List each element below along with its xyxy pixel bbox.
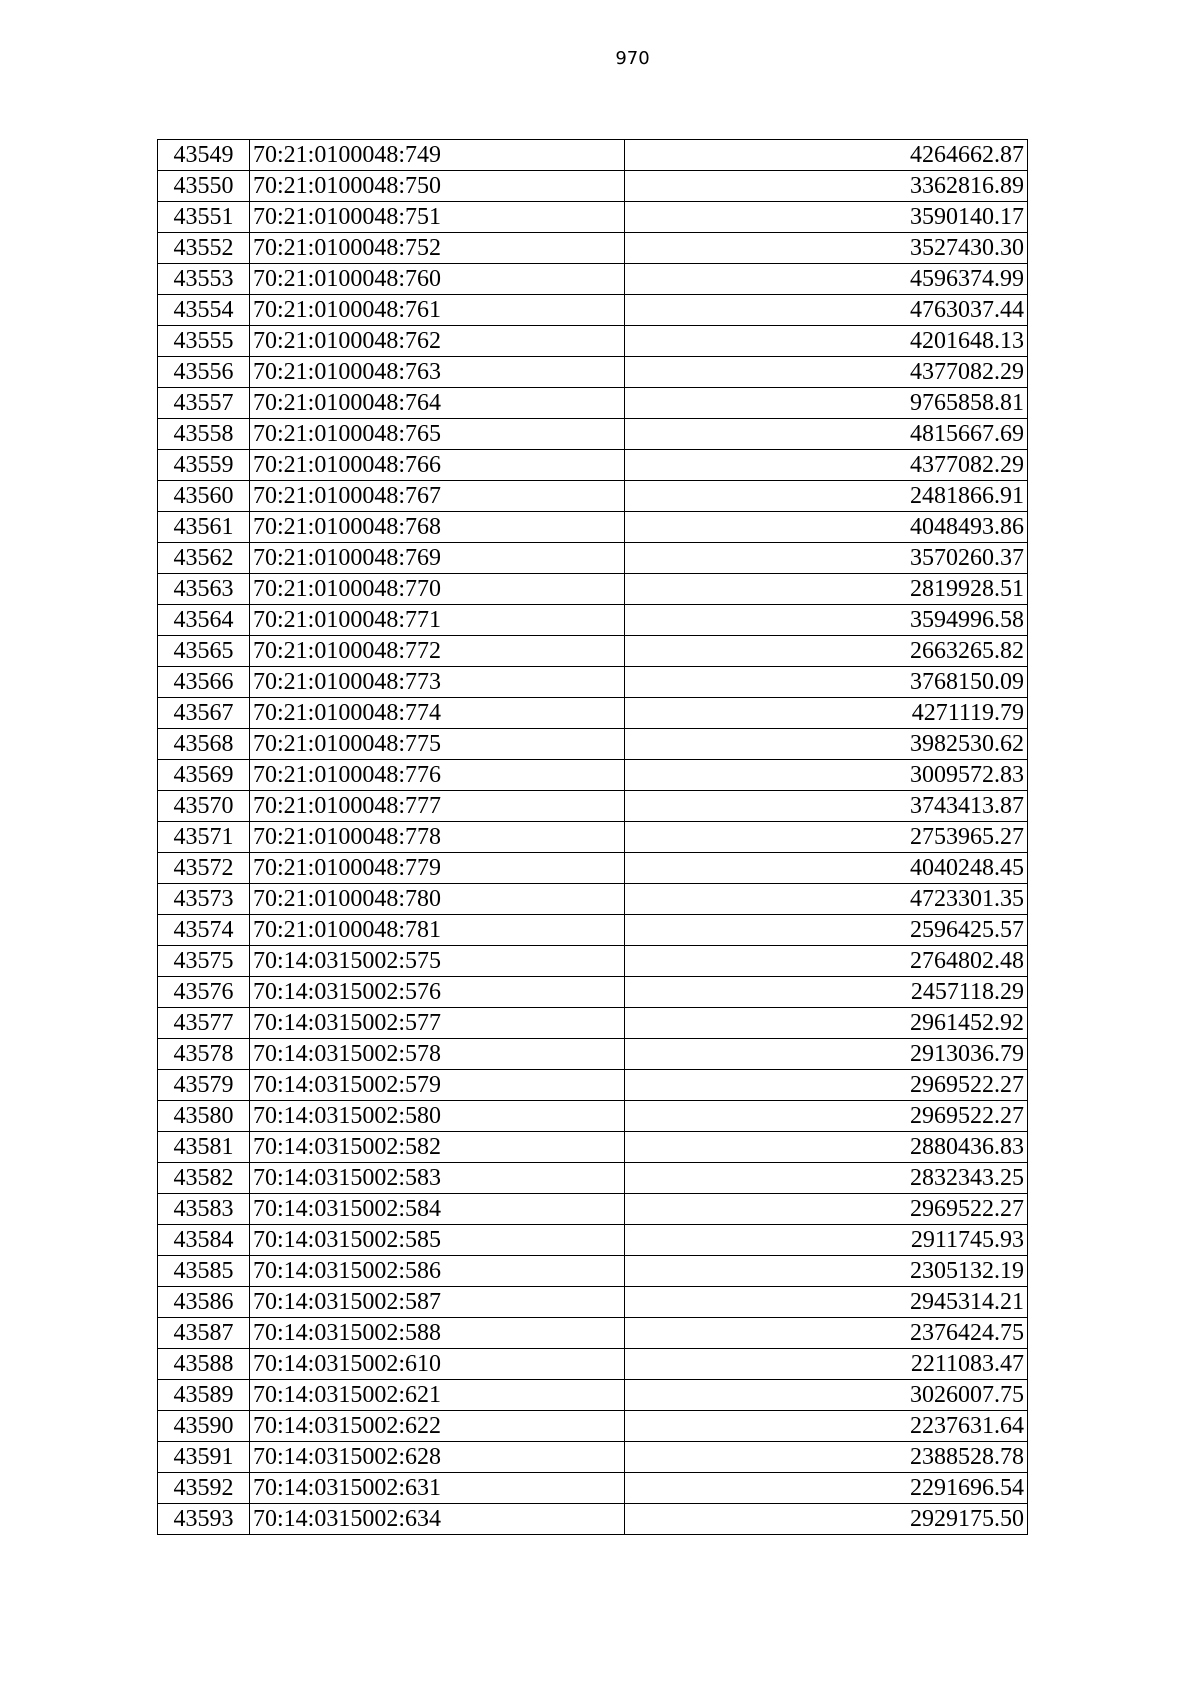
table-body [158, 140, 1028, 1535]
cadastral-number-cell: 70:14:0315002:610 [250, 1349, 625, 1380]
cadastral-value-cell: 2911745.93 [625, 1225, 1028, 1256]
cadastral-number-cell: 70:21:0100048:764 [250, 388, 625, 419]
cadastral-number-cell: 70:14:0315002:587 [250, 1287, 625, 1318]
cadastral-number-cell: 70:14:0315002:584 [250, 1194, 625, 1225]
cadastral-value-cell: 4377082.29 [625, 450, 1028, 481]
cadastral-value-cell: 3527430.30 [625, 233, 1028, 264]
cadastral-value-cell: 2457118.29 [625, 977, 1028, 1008]
row-number-cell: 43574 [158, 915, 250, 946]
cadastral-value-cell: 9765858.81 [625, 388, 1028, 419]
table-row [158, 357, 1028, 388]
cadastral-number-cell: 70:21:0100048:771 [250, 605, 625, 636]
row-number-cell: 43577 [158, 1008, 250, 1039]
cadastral-number-cell: 70:21:0100048:749 [250, 140, 625, 171]
table-row [158, 1101, 1028, 1132]
cadastral-value-cell: 2832343.25 [625, 1163, 1028, 1194]
table-row [158, 884, 1028, 915]
cadastral-value-cell: 2945314.21 [625, 1287, 1028, 1318]
cadastral-number-cell: 70:21:0100048:769 [250, 543, 625, 574]
row-number-cell: 43587 [158, 1318, 250, 1349]
table-row [158, 667, 1028, 698]
row-number-cell: 43575 [158, 946, 250, 977]
cadastral-value-cell: 4048493.86 [625, 512, 1028, 543]
row-number-cell: 43552 [158, 233, 250, 264]
cadastral-value-cell: 2305132.19 [625, 1256, 1028, 1287]
row-number-cell: 43567 [158, 698, 250, 729]
cadastral-number-cell: 70:14:0315002:583 [250, 1163, 625, 1194]
row-number-cell: 43582 [158, 1163, 250, 1194]
cadastral-value-cell: 2663265.82 [625, 636, 1028, 667]
cadastral-value-cell: 2481866.91 [625, 481, 1028, 512]
cadastral-value-cell: 2929175.50 [625, 1504, 1028, 1535]
cadastral-number-cell: 70:21:0100048:777 [250, 791, 625, 822]
row-number-cell: 43593 [158, 1504, 250, 1535]
table-row [158, 574, 1028, 605]
cadastral-number-cell: 70:21:0100048:765 [250, 419, 625, 450]
cadastral-value-cell: 2880436.83 [625, 1132, 1028, 1163]
table-row [158, 1070, 1028, 1101]
cadastral-number-cell: 70:14:0315002:579 [250, 1070, 625, 1101]
table-row [158, 1163, 1028, 1194]
cadastral-number-cell: 70:21:0100048:778 [250, 822, 625, 853]
cadastral-value-cell: 3768150.09 [625, 667, 1028, 698]
row-number-cell: 43560 [158, 481, 250, 512]
table-row [158, 605, 1028, 636]
table-row [158, 1132, 1028, 1163]
row-number-cell: 43586 [158, 1287, 250, 1318]
row-number-cell: 43579 [158, 1070, 250, 1101]
table-row [158, 698, 1028, 729]
cadastral-value-cell: 3009572.83 [625, 760, 1028, 791]
cadastral-value-cell: 4723301.35 [625, 884, 1028, 915]
cadastral-value-cell: 3026007.75 [625, 1380, 1028, 1411]
row-number-cell: 43566 [158, 667, 250, 698]
table-row [158, 264, 1028, 295]
row-number-cell: 43558 [158, 419, 250, 450]
cadastral-number-cell: 70:14:0315002:582 [250, 1132, 625, 1163]
cadastral-value-cell: 2753965.27 [625, 822, 1028, 853]
cadastral-value-cell: 2913036.79 [625, 1039, 1028, 1070]
cadastral-number-cell: 70:21:0100048:752 [250, 233, 625, 264]
table-row [158, 450, 1028, 481]
row-number-cell: 43553 [158, 264, 250, 295]
table-row [158, 1256, 1028, 1287]
table-row [158, 140, 1028, 171]
cadastral-value-cell: 2376424.75 [625, 1318, 1028, 1349]
cadastral-value-cell: 2969522.27 [625, 1070, 1028, 1101]
row-number-cell: 43557 [158, 388, 250, 419]
cadastral-value-cell: 2764802.48 [625, 946, 1028, 977]
cadastral-value-cell: 4596374.99 [625, 264, 1028, 295]
table-row [158, 1039, 1028, 1070]
row-number-cell: 43559 [158, 450, 250, 481]
cadastral-number-cell: 70:21:0100048:763 [250, 357, 625, 388]
table-row [158, 1194, 1028, 1225]
cadastral-number-cell: 70:21:0100048:760 [250, 264, 625, 295]
row-number-cell: 43580 [158, 1101, 250, 1132]
table-row [158, 388, 1028, 419]
cadastral-number-cell: 70:21:0100048:780 [250, 884, 625, 915]
table-row [158, 171, 1028, 202]
table-row [158, 202, 1028, 233]
row-number-cell: 43581 [158, 1132, 250, 1163]
table-row [158, 233, 1028, 264]
cadastral-number-cell: 70:21:0100048:750 [250, 171, 625, 202]
table-row [158, 1318, 1028, 1349]
table-row [158, 791, 1028, 822]
row-number-cell: 43555 [158, 326, 250, 357]
cadastral-number-cell: 70:21:0100048:768 [250, 512, 625, 543]
row-number-cell: 43588 [158, 1349, 250, 1380]
cadastral-value-cell: 2388528.78 [625, 1442, 1028, 1473]
cadastral-value-cell: 3982530.62 [625, 729, 1028, 760]
table-row [158, 636, 1028, 667]
cadastral-value-cell: 3570260.37 [625, 543, 1028, 574]
cadastral-number-cell: 70:21:0100048:773 [250, 667, 625, 698]
table-row [158, 326, 1028, 357]
table-row [158, 419, 1028, 450]
cadastral-number-cell: 70:14:0315002:588 [250, 1318, 625, 1349]
row-number-cell: 43572 [158, 853, 250, 884]
table-row [158, 1473, 1028, 1504]
cadastral-number-cell: 70:14:0315002:621 [250, 1380, 625, 1411]
row-number-cell: 43554 [158, 295, 250, 326]
cadastral-value-cell: 2819928.51 [625, 574, 1028, 605]
cadastral-value-cell: 4201648.13 [625, 326, 1028, 357]
row-number-cell: 43589 [158, 1380, 250, 1411]
cadastral-value-cell: 2211083.47 [625, 1349, 1028, 1380]
row-number-cell: 43550 [158, 171, 250, 202]
table-row [158, 1442, 1028, 1473]
cadastral-value-cell: 4763037.44 [625, 295, 1028, 326]
row-number-cell: 43592 [158, 1473, 250, 1504]
cadastral-number-cell: 70:14:0315002:578 [250, 1039, 625, 1070]
table-row [158, 977, 1028, 1008]
table-row [158, 1504, 1028, 1535]
table-row [158, 915, 1028, 946]
cadastral-number-cell: 70:21:0100048:766 [250, 450, 625, 481]
cadastral-value-cell: 4264662.87 [625, 140, 1028, 171]
cadastral-value-cell: 2969522.27 [625, 1101, 1028, 1132]
cadastral-number-cell: 70:14:0315002:580 [250, 1101, 625, 1132]
table-row [158, 822, 1028, 853]
table-row [158, 729, 1028, 760]
cadastral-number-cell: 70:21:0100048:770 [250, 574, 625, 605]
cadastral-value-cell: 2237631.64 [625, 1411, 1028, 1442]
row-number-cell: 43591 [158, 1442, 250, 1473]
cadastral-value-cell: 4377082.29 [625, 357, 1028, 388]
table-row [158, 946, 1028, 977]
row-number-cell: 43561 [158, 512, 250, 543]
cadastral-value-cell: 3590140.17 [625, 202, 1028, 233]
cadastral-number-cell: 70:14:0315002:631 [250, 1473, 625, 1504]
cadastral-number-cell: 70:14:0315002:622 [250, 1411, 625, 1442]
row-number-cell: 43585 [158, 1256, 250, 1287]
row-number-cell: 43565 [158, 636, 250, 667]
cadastral-number-cell: 70:14:0315002:586 [250, 1256, 625, 1287]
cadastral-value-cell: 3362816.89 [625, 171, 1028, 202]
cadastral-number-cell: 70:21:0100048:774 [250, 698, 625, 729]
cadastral-value-cell: 2969522.27 [625, 1194, 1028, 1225]
row-number-cell: 43563 [158, 574, 250, 605]
row-number-cell: 43583 [158, 1194, 250, 1225]
row-number-cell: 43576 [158, 977, 250, 1008]
row-number-cell: 43549 [158, 140, 250, 171]
cadastral-number-cell: 70:14:0315002:634 [250, 1504, 625, 1535]
cadastral-value-cell: 3743413.87 [625, 791, 1028, 822]
row-number-cell: 43562 [158, 543, 250, 574]
row-number-cell: 43584 [158, 1225, 250, 1256]
row-number-cell: 43569 [158, 760, 250, 791]
cadastral-value-cell: 4271119.79 [625, 698, 1028, 729]
table-row [158, 1349, 1028, 1380]
cadastral-number-cell: 70:21:0100048:779 [250, 853, 625, 884]
cadastral-number-cell: 70:21:0100048:772 [250, 636, 625, 667]
cadastral-number-cell: 70:14:0315002:575 [250, 946, 625, 977]
cadastral-value-cell: 2291696.54 [625, 1473, 1028, 1504]
table-row [158, 481, 1028, 512]
row-number-cell: 43578 [158, 1039, 250, 1070]
cadastral-number-cell: 70:21:0100048:776 [250, 760, 625, 791]
cadastral-number-cell: 70:21:0100048:781 [250, 915, 625, 946]
table-row [158, 760, 1028, 791]
table-row [158, 295, 1028, 326]
row-number-cell: 43571 [158, 822, 250, 853]
cadastral-number-cell: 70:14:0315002:585 [250, 1225, 625, 1256]
cadastral-value-cell: 3594996.58 [625, 605, 1028, 636]
row-number-cell: 43551 [158, 202, 250, 233]
cadastral-number-cell: 70:14:0315002:628 [250, 1442, 625, 1473]
cadastral-value-table [157, 139, 1028, 1535]
table-row [158, 1411, 1028, 1442]
cadastral-number-cell: 70:21:0100048:762 [250, 326, 625, 357]
cadastral-value-cell: 4040248.45 [625, 853, 1028, 884]
row-number-cell: 43573 [158, 884, 250, 915]
table-row [158, 543, 1028, 574]
table-row [158, 1008, 1028, 1039]
table-row [158, 1380, 1028, 1411]
cadastral-number-cell: 70:21:0100048:751 [250, 202, 625, 233]
row-number-cell: 43590 [158, 1411, 250, 1442]
table-row [158, 1225, 1028, 1256]
cadastral-number-cell: 70:21:0100048:767 [250, 481, 625, 512]
row-number-cell: 43568 [158, 729, 250, 760]
page-number: 970 [615, 48, 650, 69]
row-number-cell: 43556 [158, 357, 250, 388]
cadastral-number-cell: 70:14:0315002:577 [250, 1008, 625, 1039]
cadastral-value-cell: 2596425.57 [625, 915, 1028, 946]
cadastral-value-cell: 4815667.69 [625, 419, 1028, 450]
cadastral-value-cell: 2961452.92 [625, 1008, 1028, 1039]
table-row [158, 512, 1028, 543]
table-row [158, 1287, 1028, 1318]
row-number-cell: 43570 [158, 791, 250, 822]
cadastral-number-cell: 70:14:0315002:576 [250, 977, 625, 1008]
row-number-cell: 43564 [158, 605, 250, 636]
table-row [158, 853, 1028, 884]
cadastral-number-cell: 70:21:0100048:761 [250, 295, 625, 326]
cadastral-number-cell: 70:21:0100048:775 [250, 729, 625, 760]
